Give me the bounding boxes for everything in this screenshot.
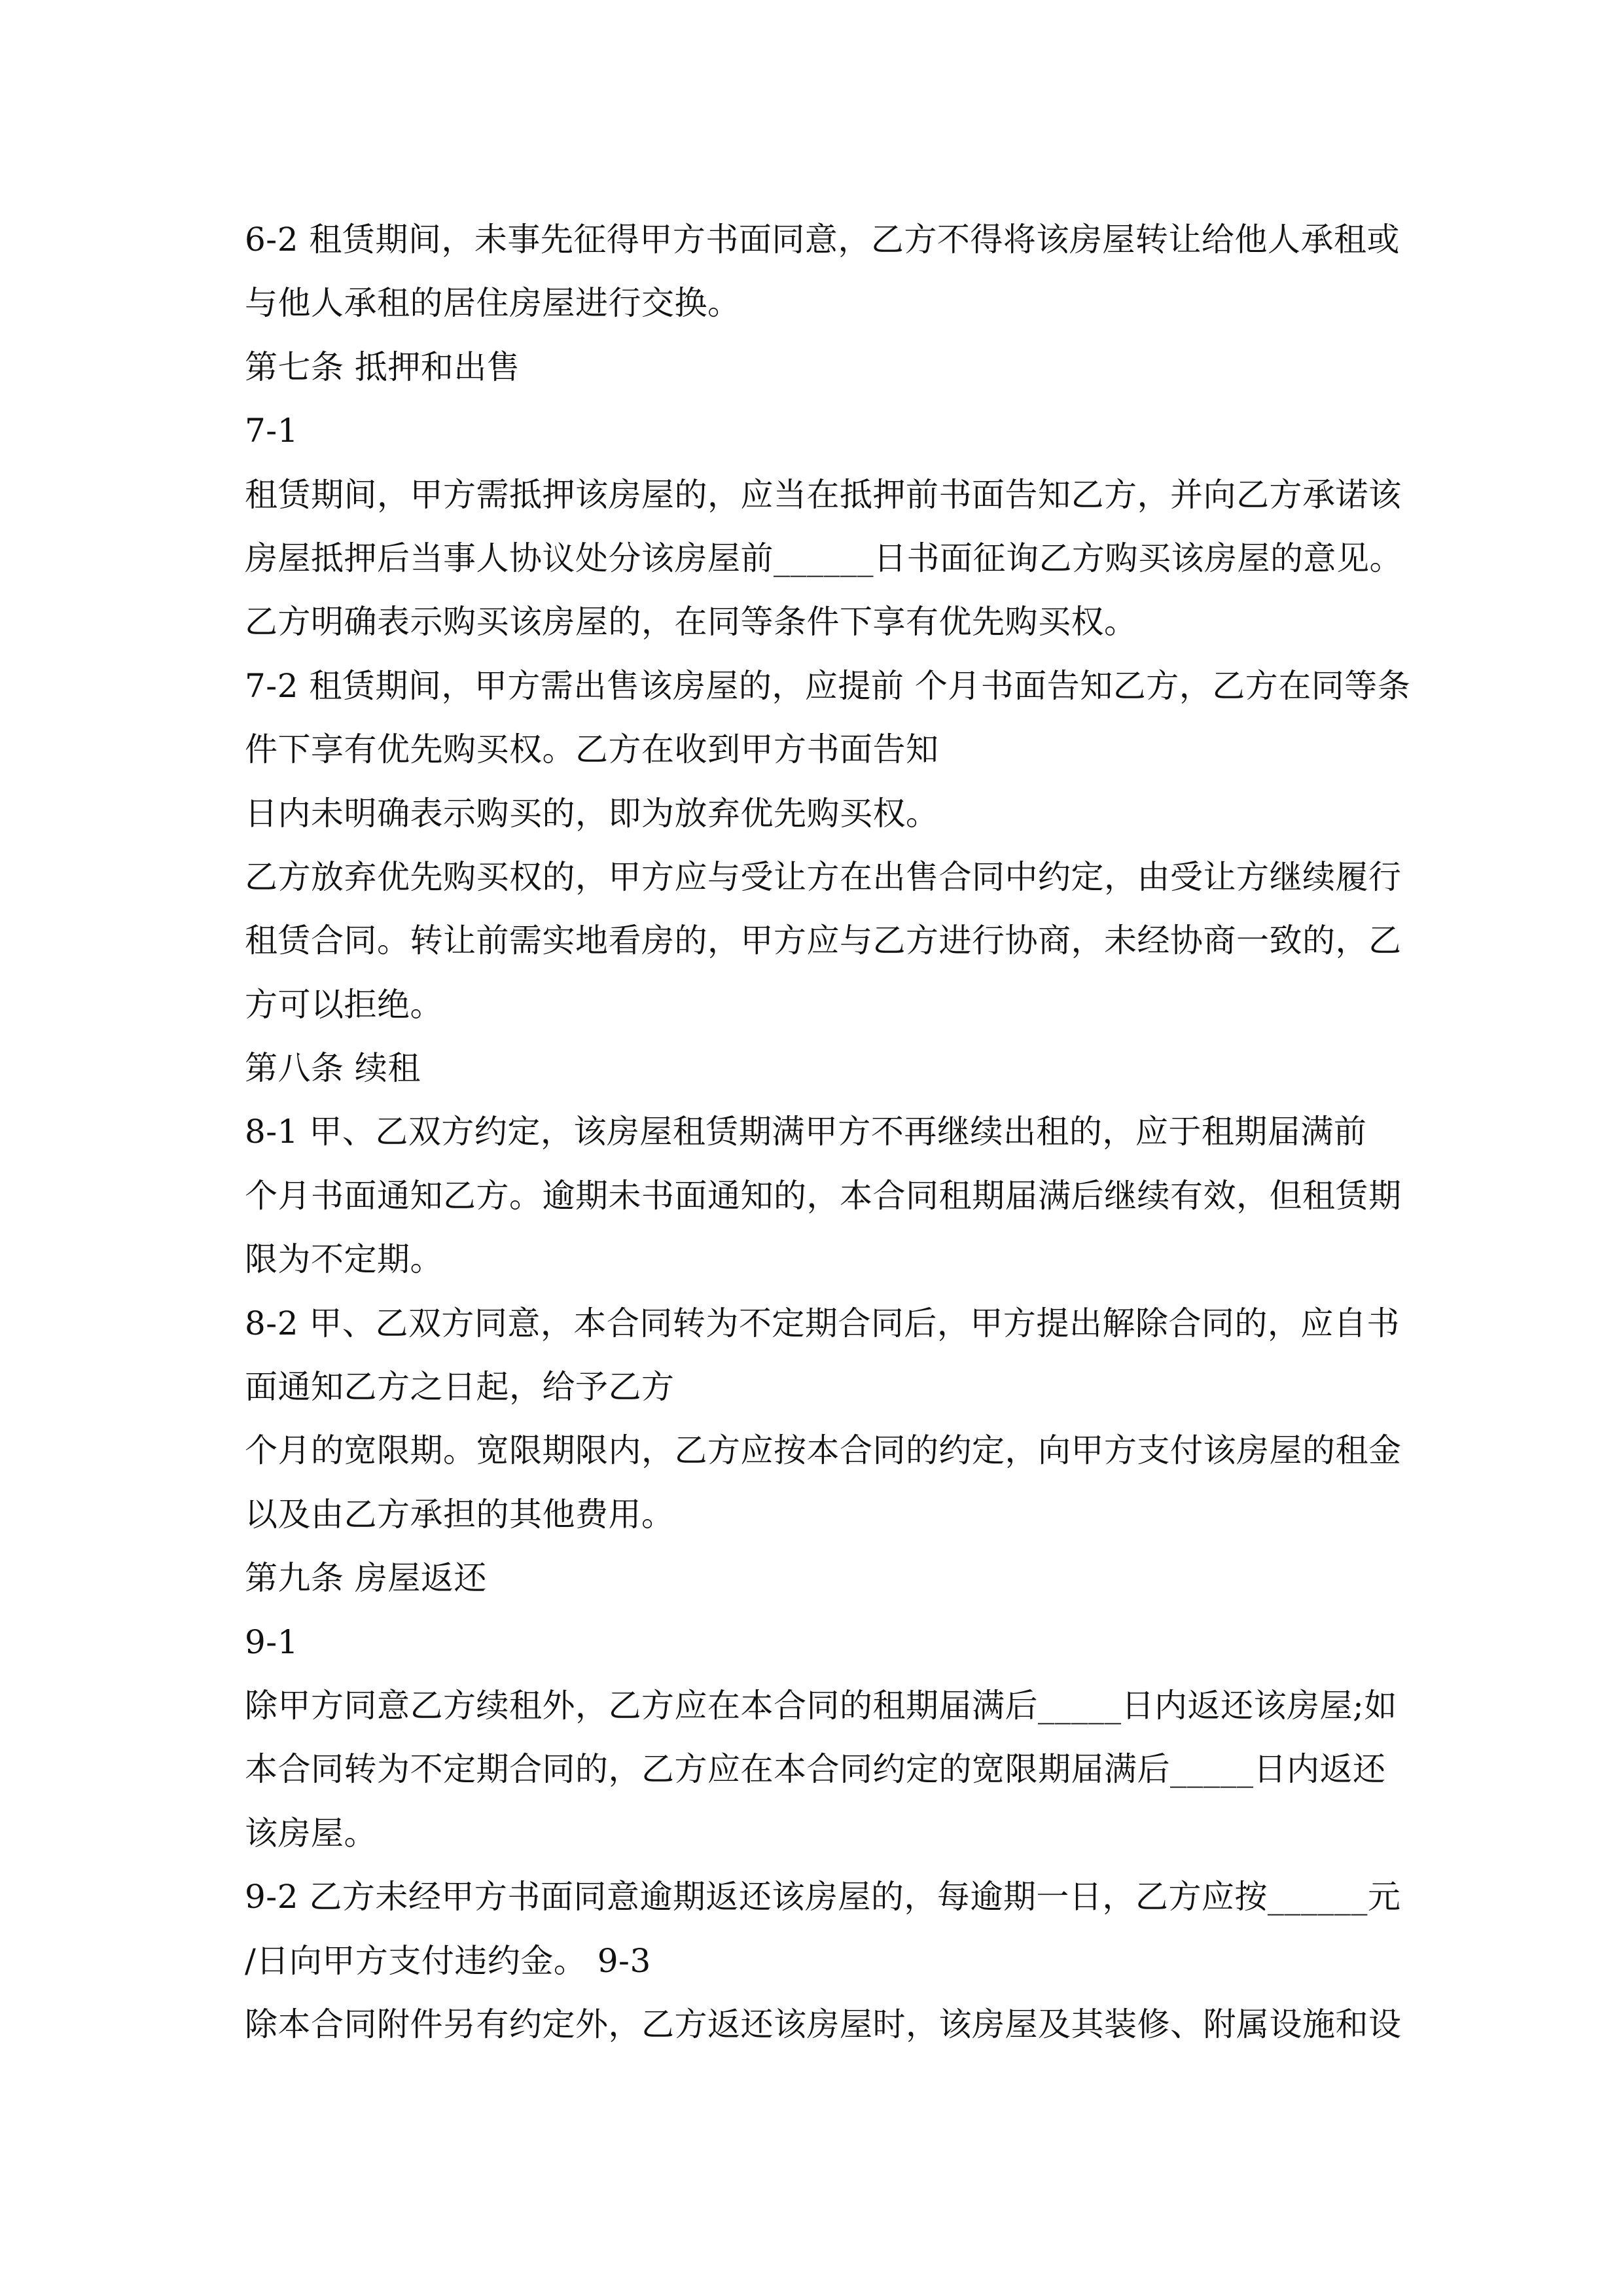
text-line: 与他人承租的居住房屋进行交换。 <box>245 284 741 323</box>
section-heading: 第八条 续租 <box>245 1049 421 1088</box>
clause-number: 9-1 <box>245 1623 299 1661</box>
text-line: 9-2 乙方未经甲方书面同意逾期返还该房屋的，每逾期一日，乙方应按______元 <box>245 1878 1401 1916</box>
text-line: /日向甲方支付违约金。 9-3 <box>245 1941 651 1980</box>
text-line: 乙方明确表示购买该房屋的，在同等条件下享有优先购买权。 <box>245 603 1137 641</box>
text-line: 7-2 租赁期间，甲方需出售该房屋的，应提前 个月书面告知乙方，乙方在同等条 <box>245 666 1411 705</box>
text-line: 该房屋。 <box>245 1814 377 1852</box>
text-line: 8-2 甲、乙双方同意，本合同转为不定期合同后，甲方提出解除合同的，应自书 <box>245 1304 1400 1342</box>
text-line: 除甲方同意乙方续租外，乙方应在本合同的租期届满后_____日内返还该房屋;如 <box>245 1686 1397 1725</box>
text-line: 方可以拒绝。 <box>245 985 443 1024</box>
text-line: 件下享有优先购买权。乙方在收到甲方书面告知 <box>245 730 939 769</box>
section-heading: 第七条 抵押和出售 <box>245 348 520 386</box>
text-line: 6-2 租赁期间，未事先征得甲方书面同意，乙方不得将该房屋转让给他人承租或 <box>245 221 1400 259</box>
clause-number: 7-1 <box>245 412 299 450</box>
text-line: 租赁合同。转让前需实地看房的，甲方应与乙方进行协商，未经协商一致的，乙 <box>245 922 1402 960</box>
text-line: 日内未明确表示购买的，即为放弃优先购买权。 <box>245 794 939 833</box>
text-line: 以及由乙方承担的其他费用。 <box>245 1495 675 1534</box>
text-line: 租赁期间，甲方需抵押该房屋的，应当在抵押前书面告知乙方，并向乙方承诺该 <box>245 475 1402 514</box>
text-line: 个月书面通知乙方。逾期未书面通知的，本合同租期届满后继续有效，但租赁期 <box>245 1176 1402 1215</box>
text-line: 限为不定期。 <box>245 1240 443 1279</box>
text-line: 本合同转为不定期合同的，乙方应在本合同约定的宽限期届满后_____日内返还 <box>245 1750 1386 1789</box>
text-line: 8-1 甲、乙双方约定，该房屋租赁期满甲方不再继续出租的，应于租期届满前 <box>245 1113 1367 1151</box>
document-body <box>245 208 1411 2056</box>
text-line: 个月的宽限期。宽限期限内，乙方应按本合同的约定，向甲方支付该房屋的租金 <box>245 1431 1402 1470</box>
text-line: 房屋抵押后当事人协议处分该房屋前______日书面征询乙方购买该房屋的意见。 <box>245 539 1402 577</box>
text-line: 乙方放弃优先购买权的，甲方应与受让方在出售合同中约定，由受让方继续履行 <box>245 857 1402 896</box>
text-line: 面通知乙方之日起，给予乙方 <box>245 1368 675 1407</box>
section-heading: 第九条 房屋返还 <box>245 1559 487 1598</box>
text-line: 除本合同附件另有约定外，乙方返还该房屋时，该房屋及其装修、附属设施和设 <box>245 2005 1402 2043</box>
